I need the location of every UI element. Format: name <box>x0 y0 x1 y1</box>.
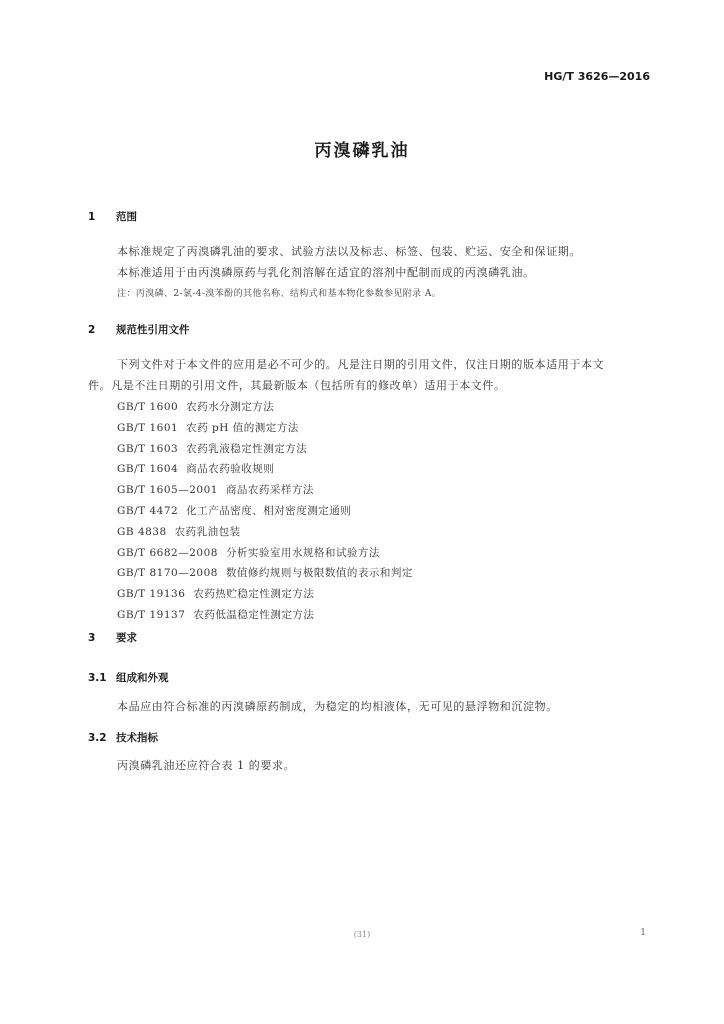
section-number: 3.2 <box>88 732 107 744</box>
page-number-center: (31) <box>353 930 371 939</box>
reference-item <box>117 459 413 480</box>
reference-title: 农药低温稳定性测定方法 <box>193 608 315 621</box>
section-number: 3.1 <box>88 672 107 684</box>
section-title: 技术指标 <box>116 732 158 744</box>
reference-code: GB/T 1604 <box>117 463 179 476</box>
reference-title: 化工产品密度、相对密度测定通则 <box>186 504 352 517</box>
reference-title: 农药乳液稳定性测定方法 <box>186 442 308 455</box>
reference-item <box>117 397 413 418</box>
reference-item <box>117 584 413 605</box>
reference-code: GB/T 19136 <box>117 588 186 601</box>
section-3-2-heading <box>88 730 158 745</box>
section-1-heading <box>88 209 137 224</box>
section-title: 规范性引用文件 <box>116 324 190 336</box>
reference-code: GB/T 1603 <box>117 442 179 455</box>
reference-item <box>117 543 413 564</box>
reference-title: 农药 pH 值的测定方法 <box>186 421 299 434</box>
reference-item <box>117 522 413 543</box>
reference-item <box>117 563 413 584</box>
reference-title: 农药乳油包装 <box>174 525 241 538</box>
scope-paragraph-1: 本标准规定了丙溴磷乳油的要求、试验方法以及标志、标签、包装、贮运、安全和保证期。 <box>117 245 581 258</box>
reference-item <box>117 480 413 501</box>
section-number: 1 <box>88 211 96 223</box>
reference-item <box>117 418 413 439</box>
reference-code: GB/T 1601 <box>117 421 179 434</box>
references-intro-line-1: 下列文件对于本文件的应用是必不可少的。凡是注日期的引用文件，仅注日期的版本适用于本文 <box>117 358 605 371</box>
reference-code: GB/T 19137 <box>117 608 186 621</box>
section-2-heading <box>88 322 190 337</box>
composition-paragraph: 本品应由符合标准的丙溴磷原药制成，为稳定的均相液体，无可见的悬浮物和沉淀物。 <box>117 700 558 713</box>
reference-title: 商品农药采样方法 <box>225 484 314 497</box>
section-title: 组成和外观 <box>116 672 169 684</box>
reference-code: GB 4838 <box>117 525 167 538</box>
reference-title: 农药热贮稳定性测定方法 <box>193 588 315 601</box>
section-3-heading <box>88 630 137 645</box>
references-intro-line-2: 件。凡是不注日期的引用文件，其最新版本（包括所有的修改单）适用于本文件。 <box>88 379 506 392</box>
page-number-right: 1 <box>640 928 646 938</box>
standard-code: HG/T 3626—2016 <box>544 70 650 83</box>
section-title: 要求 <box>116 632 137 644</box>
reference-code: GB/T 4472 <box>117 504 179 517</box>
reference-code: GB/T 1605—2001 <box>117 484 218 497</box>
reference-title: 农药水分测定方法 <box>186 401 275 413</box>
section-title: 范围 <box>116 211 137 223</box>
reference-code: GB/T 6682—2008 <box>117 546 218 559</box>
reference-title: 分析实验室用水规格和试验方法 <box>225 546 380 559</box>
references-list <box>117 397 413 626</box>
section-number: 2 <box>88 324 96 336</box>
reference-title: 商品农药验收规则 <box>186 463 275 476</box>
tech-spec-paragraph: 丙溴磷乳油还应符合表 1 的要求。 <box>117 759 296 772</box>
reference-item <box>117 439 413 460</box>
document-title: 丙溴磷乳油 <box>314 141 410 161</box>
reference-item <box>117 605 413 626</box>
scope-note: 注：丙溴磷、2-氯-4-溴苯酚的其他名称、结构式和基本物化参数参见附录 A。 <box>117 289 442 299</box>
reference-item <box>117 501 413 522</box>
scope-paragraph-2: 本标准适用于由丙溴磷原药与乳化剂溶解在适宜的溶剂中配制而成的丙溴磷乳油。 <box>117 266 535 279</box>
reference-code: GB/T 1600 <box>117 401 179 413</box>
section-3-1-heading <box>88 670 169 685</box>
section-number: 3 <box>88 632 96 644</box>
reference-code: GB/T 8170—2008 <box>117 567 218 580</box>
reference-title: 数值修约规则与极限数值的表示和判定 <box>225 567 413 580</box>
